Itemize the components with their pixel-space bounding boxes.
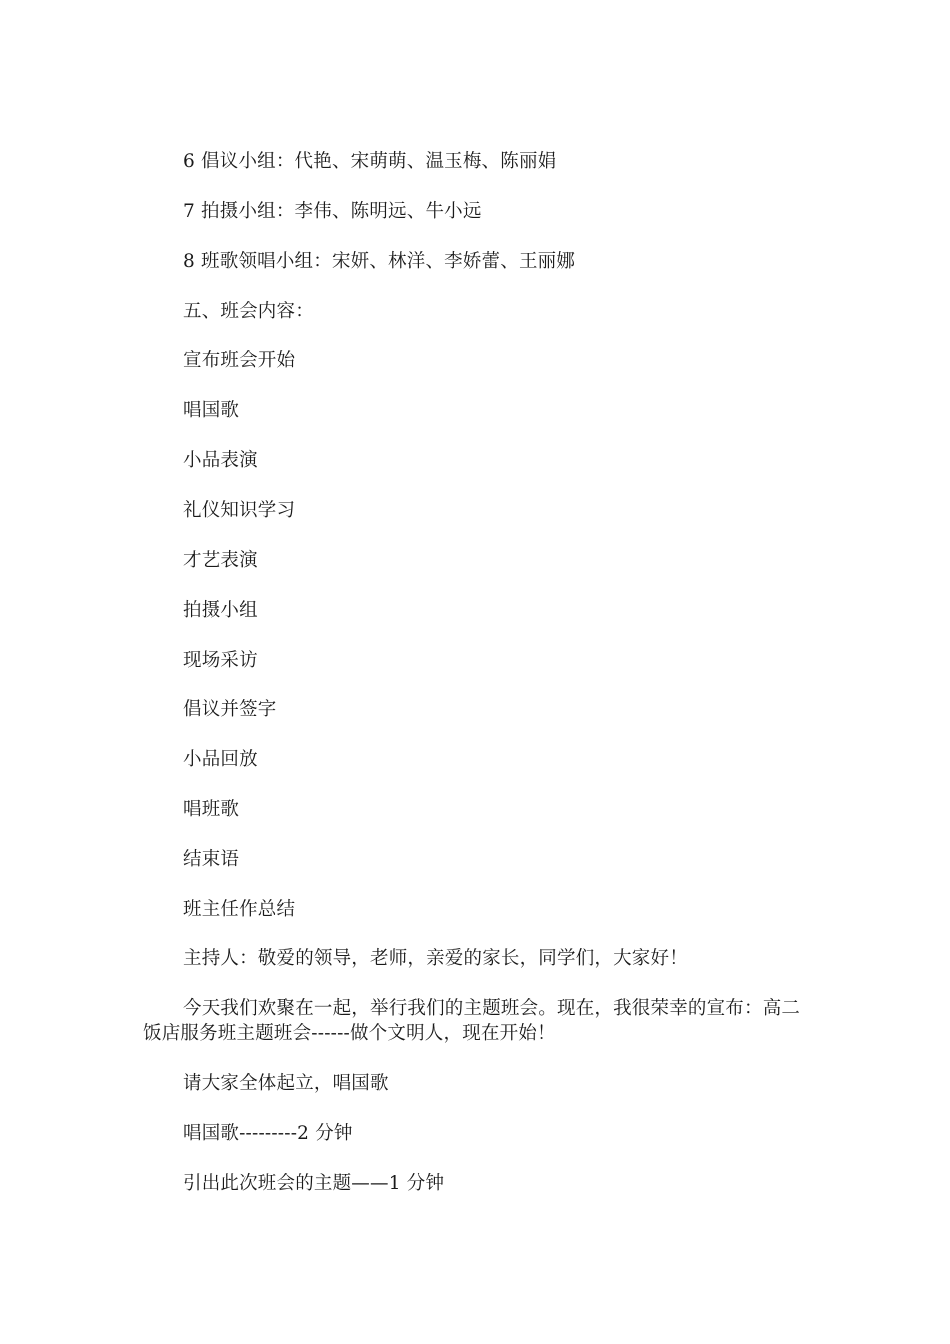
agenda-item: 班主任作总结	[183, 899, 296, 920]
agenda-item: 宣布班会开始	[183, 350, 296, 371]
agenda-item: 倡议并签字	[183, 699, 277, 720]
agenda-item: 礼仪知识学习	[183, 500, 296, 521]
paragraph-group-8: 8 班歌领唱小组：宋妍、林洋、李娇蕾、王丽娜	[183, 251, 576, 272]
agenda-item: 拍摄小组	[183, 600, 258, 621]
paragraph-group-6: 6 倡议小组：代艳、宋萌萌、温玉梅、陈丽娟	[183, 151, 557, 172]
host-instruction: 请大家全体起立，唱国歌	[183, 1073, 389, 1094]
agenda-item: 唱国歌	[183, 400, 240, 421]
host-greeting: 主持人：敬爱的领导，老师，亲爱的家长，同学们，大家好！	[183, 948, 688, 969]
agenda-item: 小品表演	[183, 450, 258, 471]
paragraph-group-7: 7 拍摄小组：李伟、陈明远、牛小远	[183, 201, 482, 222]
agenda-item: 唱班歌	[183, 799, 240, 820]
host-opening: 今天我们欢聚在一起，举行我们的主题班会。现在，我很荣幸的宣布：高二饭店服务班主题班会------做个文明人，现在开始！	[143, 998, 801, 1044]
section-heading-5: 五、班会内容：	[183, 301, 314, 322]
program-step: 唱国歌---------2 分钟	[183, 1123, 353, 1144]
program-step: 引出此次班会的主题——1 分钟	[183, 1173, 445, 1194]
agenda-item: 小品回放	[183, 749, 258, 770]
agenda-item: 现场采访	[183, 650, 258, 671]
agenda-item: 结束语	[183, 849, 240, 870]
agenda-item: 才艺表演	[183, 550, 258, 571]
